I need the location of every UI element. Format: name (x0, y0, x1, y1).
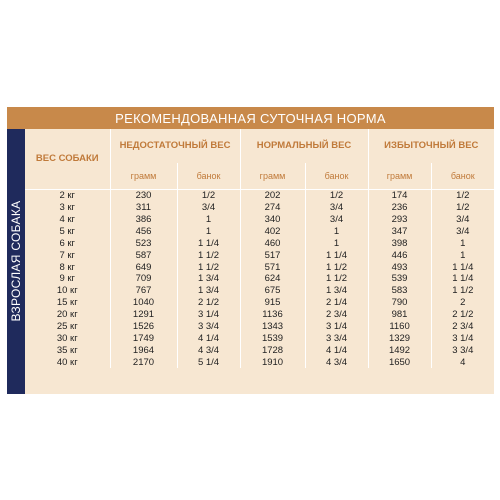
cell-cans-normal: 1 (305, 226, 368, 238)
table-row (25, 226, 494, 238)
cell-cans-under: 1 (177, 226, 240, 238)
cell-grams-under: 311 (110, 202, 177, 214)
feeding-table (25, 129, 494, 368)
cell-cans-over: 1/2 (431, 190, 494, 202)
table-row (25, 261, 494, 273)
cell-grams-over: 174 (368, 190, 431, 202)
cell-weight: 6 кг (59, 237, 76, 249)
cell-grams-under: 649 (110, 261, 177, 273)
header-weight: ВЕС СОБАКИ (35, 153, 99, 165)
subheader-grams: грамм (110, 163, 177, 190)
cell-grams-normal: 1539 (240, 333, 305, 345)
cell-grams-normal: 1343 (240, 321, 305, 333)
cell-cans-under: 1 3/4 (177, 285, 240, 297)
table-body (25, 190, 494, 369)
cell-cans-over: 3 3/4 (431, 345, 494, 357)
cell-grams-normal: 1728 (240, 345, 305, 357)
cell-grams-over: 1650 (368, 356, 431, 368)
cell-grams-over: 398 (368, 238, 431, 250)
table-row (25, 285, 494, 297)
cell-weight: 8 кг (59, 261, 76, 273)
header-group-normal: НОРМАЛЬНЫЙ ВЕС (240, 129, 368, 163)
cell-grams-normal: 402 (240, 226, 305, 238)
cell-grams-under: 456 (110, 226, 177, 238)
cell-cans-normal: 3 3/4 (305, 333, 368, 345)
cell-grams-under: 1526 (110, 321, 177, 333)
cell-grams-normal: 624 (240, 273, 305, 285)
cell-grams-normal: 571 (240, 261, 305, 273)
cell-cans-normal: 1 1/2 (305, 261, 368, 273)
cell-cans-under: 1 3/4 (177, 273, 240, 285)
cell-cans-under: 1 1/4 (177, 238, 240, 250)
cell-weight: 25 кг (56, 320, 78, 332)
table-row (25, 333, 494, 345)
cell-weight: 4 кг (59, 213, 76, 225)
cell-cans-over: 1 1/4 (431, 261, 494, 273)
table-row (25, 356, 494, 368)
cell-grams-normal: 517 (240, 249, 305, 261)
table-row (25, 238, 494, 250)
cell-cans-normal: 4 1/4 (305, 345, 368, 357)
feeding-table-panel (7, 107, 494, 394)
cell-cans-under: 1 (177, 214, 240, 226)
cell-cans-under: 3 1/4 (177, 309, 240, 321)
cell-cans-over: 1/2 (431, 202, 494, 214)
side-band (7, 129, 25, 394)
cell-grams-over: 981 (368, 309, 431, 321)
cell-grams-over: 790 (368, 297, 431, 309)
cell-grams-under: 709 (110, 273, 177, 285)
cell-cans-over: 1 1/2 (431, 285, 494, 297)
table-row (25, 202, 494, 214)
cell-weight: 2 кг (25, 190, 110, 202)
cell-cans-normal: 3 1/4 (305, 321, 368, 333)
cell-cans-normal: 1 1/4 (305, 249, 368, 261)
cell-grams-over: 1492 (368, 345, 431, 357)
cell-cans-normal: 3/4 (305, 202, 368, 214)
table-row (25, 309, 494, 321)
cell-grams-normal: 460 (240, 238, 305, 250)
cell-cans-over: 2 1/2 (431, 309, 494, 321)
table-row (25, 321, 494, 333)
table-row (25, 273, 494, 285)
cell-cans-under: 1 1/2 (177, 261, 240, 273)
cell-grams-over: 539 (368, 273, 431, 285)
cell-grams-under: 767 (110, 285, 177, 297)
cell-cans-under: 3 3/4 (177, 321, 240, 333)
table-row (25, 249, 494, 261)
cell-grams-normal: 1910 (240, 356, 305, 368)
cell-cans-normal: 1/2 (305, 190, 368, 202)
cell-cans-over: 3/4 (431, 226, 494, 238)
cell-cans-over: 1 (431, 249, 494, 261)
cell-grams-normal: 202 (240, 190, 305, 202)
subheader-cans: банок (431, 163, 494, 190)
cell-cans-under: 5 1/4 (177, 356, 240, 368)
cell-cans-under: 1/2 (177, 190, 240, 202)
cell-grams-under: 1749 (110, 333, 177, 345)
cell-grams-under: 1040 (110, 297, 177, 309)
cell-grams-under: 2170 (110, 356, 177, 368)
header-group-under: НЕДОСТАТОЧНЫЙ ВЕС (110, 129, 240, 163)
cell-grams-normal: 340 (240, 214, 305, 226)
cell-cans-normal: 1 (305, 238, 368, 250)
subheader-grams: грамм (240, 163, 305, 190)
table-row (25, 214, 494, 226)
cell-cans-normal: 2 1/4 (305, 297, 368, 309)
cell-cans-over: 3/4 (431, 214, 494, 226)
cell-cans-over: 3 1/4 (431, 333, 494, 345)
cell-cans-normal: 2 3/4 (305, 309, 368, 321)
cell-grams-under: 230 (110, 190, 177, 202)
cell-cans-under: 4 3/4 (177, 345, 240, 357)
subheader-cans: банок (177, 163, 240, 190)
cell-grams-over: 236 (368, 202, 431, 214)
cell-grams-over: 493 (368, 261, 431, 273)
table-row (25, 297, 494, 309)
cell-grams-under: 1964 (110, 345, 177, 357)
cell-cans-normal: 3/4 (305, 214, 368, 226)
cell-weight: 40 кг (56, 356, 78, 368)
cell-grams-over: 293 (368, 214, 431, 226)
cell-grams-under: 1291 (110, 309, 177, 321)
cell-grams-normal: 274 (240, 202, 305, 214)
header-group-over: ИЗБЫТОЧНЫЙ ВЕС (368, 129, 494, 163)
cell-weight: 9 кг (59, 273, 76, 285)
cell-grams-normal: 1136 (240, 309, 305, 321)
cell-weight: 5 кг (59, 225, 76, 237)
cell-grams-over: 583 (368, 285, 431, 297)
cell-cans-over: 2 (431, 297, 494, 309)
cell-weight: 30 кг (56, 332, 78, 344)
cell-weight: 35 кг (56, 344, 78, 356)
cell-cans-normal: 1 3/4 (305, 285, 368, 297)
cell-grams-over: 347 (368, 226, 431, 238)
cell-grams-under: 386 (110, 214, 177, 226)
cell-cans-over: 1 (431, 238, 494, 250)
table-row (25, 190, 494, 202)
cell-cans-over: 2 3/4 (431, 321, 494, 333)
cell-cans-normal: 4 3/4 (305, 356, 368, 368)
cell-grams-normal: 675 (240, 285, 305, 297)
cell-grams-under: 587 (110, 249, 177, 261)
cell-cans-normal: 1 1/2 (305, 273, 368, 285)
cell-weight: 10 кг (56, 285, 78, 297)
cell-cans-over: 1 1/4 (431, 273, 494, 285)
cell-weight: 15 кг (56, 297, 78, 309)
cell-grams-over: 1329 (368, 333, 431, 345)
cell-grams-over: 446 (368, 249, 431, 261)
cell-grams-under: 523 (110, 238, 177, 250)
subheader-grams: грамм (368, 163, 431, 190)
cell-grams-normal: 915 (240, 297, 305, 309)
cell-cans-under: 4 1/4 (177, 333, 240, 345)
table-title: РЕКОМЕНДОВАННАЯ СУТОЧНАЯ НОРМА (7, 107, 494, 129)
cell-grams-over: 1160 (368, 321, 431, 333)
cell-weight: 7 кг (59, 249, 76, 261)
side-label: ВЗРОСЛАЯ СОБАКА (9, 200, 23, 322)
cell-weight: 3 кг (59, 202, 76, 214)
cell-weight: 20 кг (56, 309, 78, 321)
subheader-cans: банок (305, 163, 368, 190)
table-row (25, 345, 494, 357)
cell-cans-under: 2 1/2 (177, 297, 240, 309)
cell-cans-under: 3/4 (177, 202, 240, 214)
cell-cans-under: 1 1/2 (177, 249, 240, 261)
cell-cans-over: 4 (431, 356, 494, 368)
